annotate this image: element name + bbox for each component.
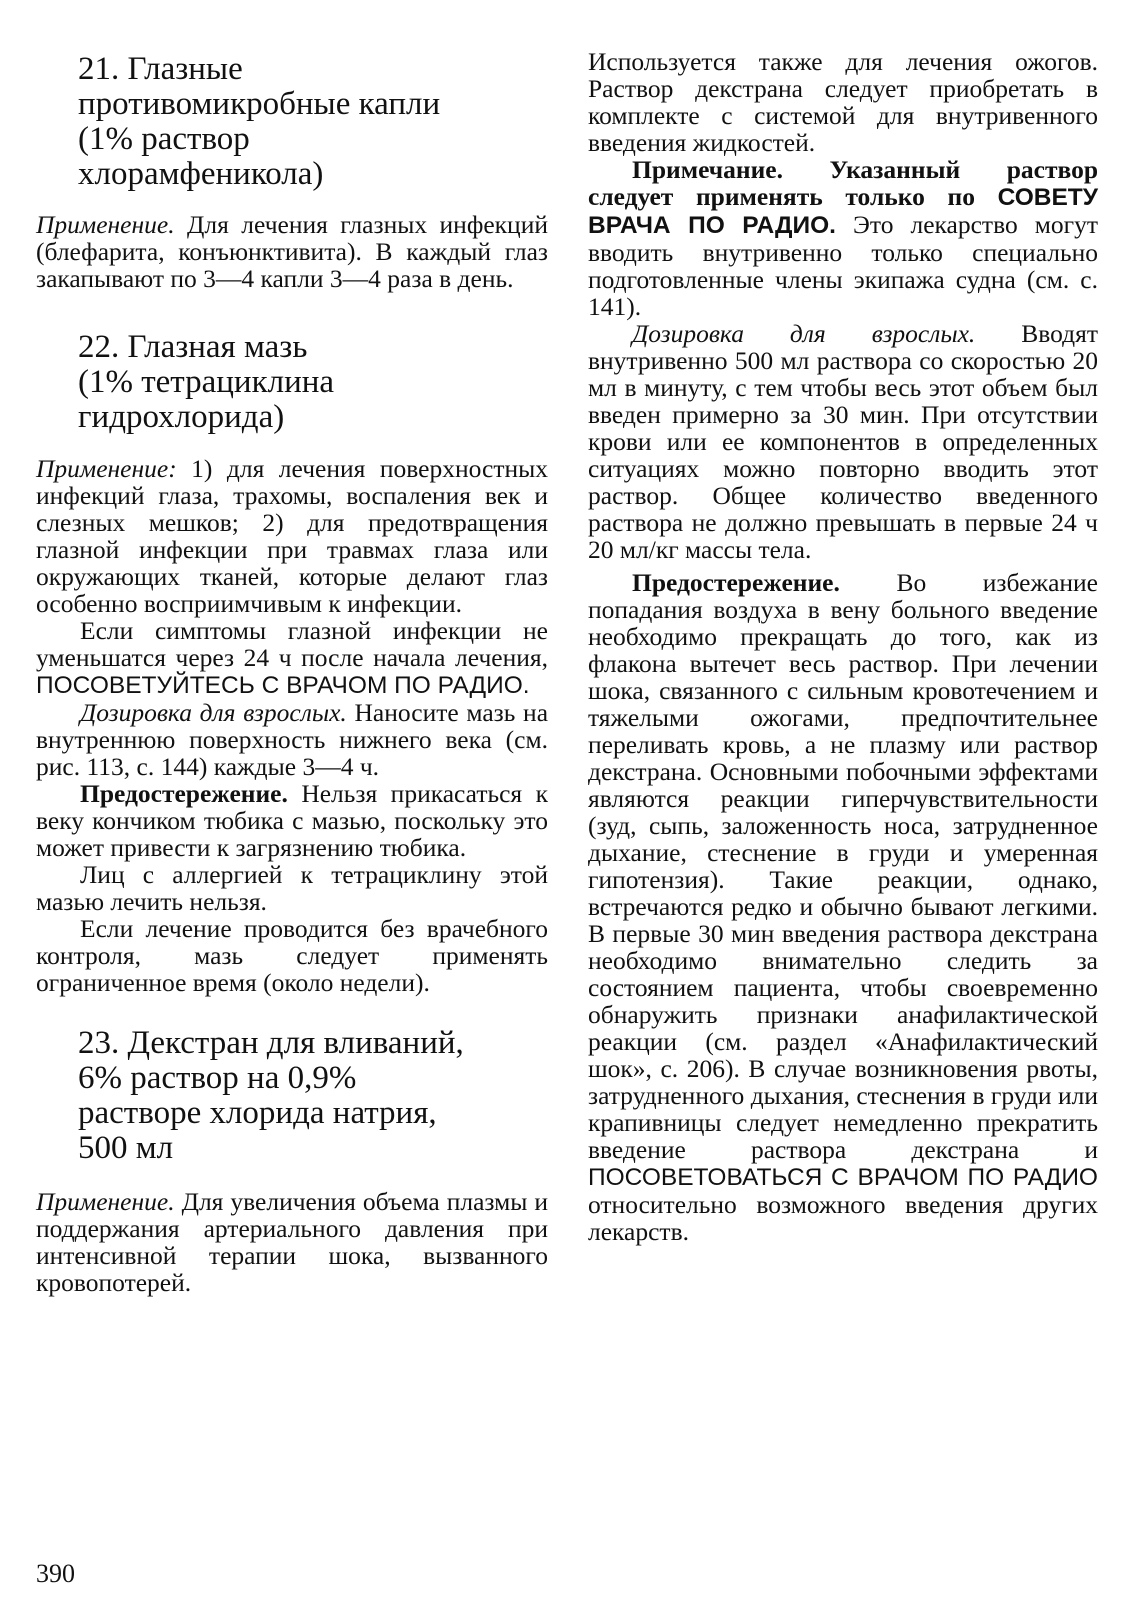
- heading-line: растворе хлорида натрия,: [78, 1095, 437, 1131]
- caution-paragraph: [588, 569, 1098, 1245]
- use-label: Применение.: [36, 1187, 175, 1216]
- no-doctor-paragraph: [36, 915, 548, 996]
- continuation-paragraph: [588, 48, 1098, 156]
- heading-line: противомикробные капли: [78, 86, 441, 122]
- heading-line: 22. Глазная мазь: [78, 329, 308, 365]
- heading-line: (1% тетрациклина: [78, 364, 335, 400]
- right-column: [588, 0, 1098, 1245]
- caution-label: Предостережение.: [80, 779, 288, 808]
- dose-label: Дозировка для взрослых.: [632, 319, 976, 348]
- use-label: Применение:: [36, 454, 177, 483]
- heading-line: хлорамфеникола): [78, 156, 324, 192]
- dosage-paragraph: [36, 699, 548, 780]
- caution-text: Нельзя прикасаться к веку кончиком тюбика с мазью, поскольку это может привести к загрязнению тюбика.: [36, 779, 548, 862]
- use-text: Для увеличения объема плазмы и поддержания артериального давления при интенсивной терапии шока, вызванного кровопотерей.: [36, 1187, 548, 1297]
- heading-line: 6% раствор на 0,9%: [78, 1060, 357, 1096]
- use-text: Для лечения глазных инфекций (блефарита, конъюнктивита). В каждый глаз закапывают по 3—4 капли 3—4 раза в день.: [36, 210, 548, 293]
- use-text: 1) для лечения поверхностных инфекций глаза, трахомы, воспаления век и слезных мешков; 2) для предотвращения глазной инфекции при травмах глаза или окружающих тканей, которые делают глаз особенно восприимчивым к инфекции.: [36, 454, 548, 618]
- caution-label: Предостережение.: [632, 568, 840, 597]
- dose-label: Дозировка для взрослых.: [80, 698, 347, 727]
- heading-line: (1% раствор: [78, 121, 250, 157]
- symptoms-text: Если симптомы глазной инфекции не уменьшатся через 24 ч после начала лечения,: [36, 616, 548, 672]
- allergy-paragraph: [36, 861, 548, 915]
- caution-paragraph: [36, 780, 548, 861]
- dose-text: Вводят внутривенно 500 мл раствора со скоростью 20 мл в минуту, с тем чтобы весь этот объем был введен примерно за 30 мин. При отсутствии крови или ее компонентов в определенных ситуациях можно повторно вводить этот раствор. Общее количество введенного раствора не должно превышать в первые 24 ч 20 мл/кг массы тела.: [588, 319, 1099, 564]
- dosage-paragraph: [588, 320, 1098, 563]
- section-22-heading: [36, 330, 548, 435]
- allergy-text: Лиц с аллергией к тетрациклину этой мазью лечить нельзя.: [36, 860, 548, 916]
- note-bold-text: Примечание. Указанный раствор следует применять только по: [588, 155, 1098, 211]
- section-21-use-paragraph: [36, 211, 548, 292]
- continuation-text: Используется также для лечения ожогов. Раствор декстрана следует приобретать в комплекте с системой для внутривенного введения жидкостей.: [588, 47, 1098, 157]
- page-number: 390: [36, 1559, 75, 1588]
- radio-advice-caps: СОВЕТУ ВРАЧА ПО РАДИО.: [588, 184, 1099, 239]
- heading-line: 21. Глазные: [78, 51, 243, 87]
- note-text: Это лекарство могут вводить внутривенно только специально подготовленные члены экипажа судна (см. с. 141).: [588, 210, 1098, 321]
- caution-text: Во избежание попадания воздуха в вену больного введение необходимо прекращать до того, как из флакона вытечет весь раствор. При лечении шока, связанного с сильным кровотечением и тяжелыми ожогами, предпочтительнее переливать кровь, а не плазму или раствор декстрана. Основными побочными эффектами являются реакции гиперчувствительности (зуд, сыпь, заложенность носа, затрудненное дыхание, стеснение в груди и умеренная гипотензия). Такие реакции, однако, встречаются редко и обычно бывают легкими. В первые 30 мин введения раствора декстрана необходимо внимательно следить за состоянием пациента, чтобы своевременно обнаружить признаки анафилактической реакции (см. раздел «Анафилактический шок», с. 206). В случае возникновения рвоты, затрудненного дыхания, стеснения в груди или крапивницы следует немедленно прекратить введение раствора декстрана и: [588, 568, 1099, 1164]
- section-22-use-paragraph: [36, 455, 548, 617]
- heading-line: 500 мл: [78, 1130, 174, 1166]
- use-label: Применение.: [36, 210, 175, 239]
- radio-advice-caps: ПОСОВЕТУЙТЕСЬ С ВРАЧОМ ПО РАДИО.: [36, 672, 530, 699]
- no-doctor-text: Если лечение проводится без врачебного контроля, мазь следует применять ограниченное время (около недели).: [36, 914, 548, 997]
- section-21-heading: [36, 52, 548, 192]
- left-column: [36, 0, 548, 1296]
- dose-text: Наносите мазь на внутреннюю поверхность нижнего века (см. рис. 113, с. 144) каждые 3—4 ч.: [36, 698, 549, 781]
- radio-advice-caps: ПОСОВЕТОВАТЬСЯ С ВРАЧОМ ПО РАДИО: [588, 1164, 1098, 1191]
- note-paragraph: [588, 156, 1098, 320]
- caution-end-text: относительно возможного введения других лекарств.: [588, 1190, 1098, 1246]
- section-23-heading: [36, 1026, 548, 1166]
- heading-line: гидрохлорида): [78, 399, 285, 435]
- section-23-use-paragraph: [36, 1188, 548, 1296]
- symptoms-paragraph: [36, 617, 548, 699]
- heading-line: 23. Декстран для вливаний,: [78, 1025, 464, 1061]
